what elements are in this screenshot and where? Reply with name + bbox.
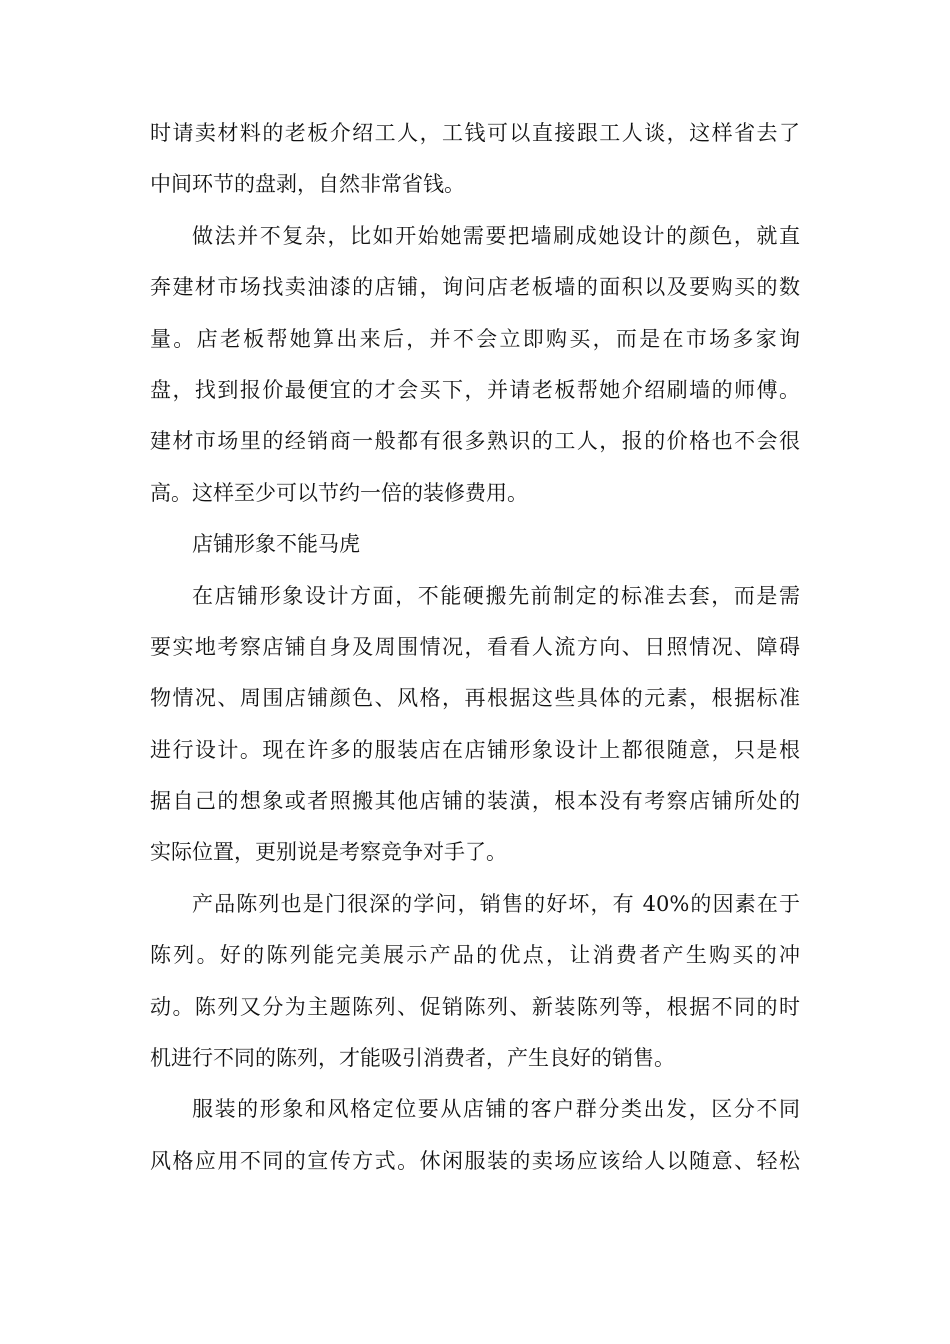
text-line: 奔建材市场找卖油漆的店铺，询问店老板墙的面积以及要购买的数	[150, 275, 800, 300]
text-line: 服装的形象和风格定位要从店铺的客户群分类出发，区分不同	[192, 1097, 800, 1122]
document-page	[150, 108, 800, 1187]
text-line: 店铺形象不能马虎	[192, 532, 360, 557]
text-line: 做法并不复杂，比如开始她需要把墙刷成她设计的颜色，就直	[192, 223, 800, 248]
text-line: 高。这样至少可以节约一倍的装修费用。	[150, 480, 528, 505]
text-line: 陈列。好的陈列能完美展示产品的优点，让消费者产生购买的冲	[150, 943, 800, 968]
text-line: 中间环节的盘剥，自然非常省钱。	[150, 172, 465, 197]
text-line: 进行设计。现在许多的服装店在店铺形象设计上都很随意，只是根	[150, 737, 800, 762]
text-line: 物情况、周围店铺颜色、风格，再根据这些具体的元素，根据标准	[150, 686, 800, 711]
text-line: 在店铺形象设计方面，不能硬搬先前制定的标准去套，而是需	[192, 583, 800, 608]
text-line: 建材市场里的经销商一般都有很多熟识的工人，报的价格也不会很	[150, 429, 800, 454]
text-line: 产品陈列也是门很深的学问，销售的好坏，有 40%的因素在于	[192, 891, 800, 916]
text-line: 时请卖材料的老板介绍工人，工钱可以直接跟工人谈，这样省去了	[150, 121, 800, 145]
text-line: 要实地考察店铺自身及周围情况，看看人流方向、日照情况、障碍	[150, 634, 800, 659]
text-line: 量。店老板帮她算出来后，并不会立即购买，而是在市场多家询	[150, 326, 800, 351]
text-line: 实际位置，更别说是考察竞争对手了。	[150, 840, 507, 865]
text-line: 盘，找到报价最便宜的才会买下，并请老板帮她介绍刷墙的师傅。	[150, 377, 800, 402]
text-line: 动。陈列又分为主题陈列、促销陈列、新装陈列等，根据不同的时	[150, 994, 800, 1019]
text-line: 据自己的想象或者照搬其他店铺的装潢，根本没有考察店铺所处的	[150, 789, 800, 814]
text-line: 机进行不同的陈列，才能吸引消费者，产生良好的销售。	[150, 1046, 675, 1071]
text-line: 风格应用不同的宣传方式。休闲服装的卖场应该给人以随意、轻松	[150, 1148, 800, 1173]
